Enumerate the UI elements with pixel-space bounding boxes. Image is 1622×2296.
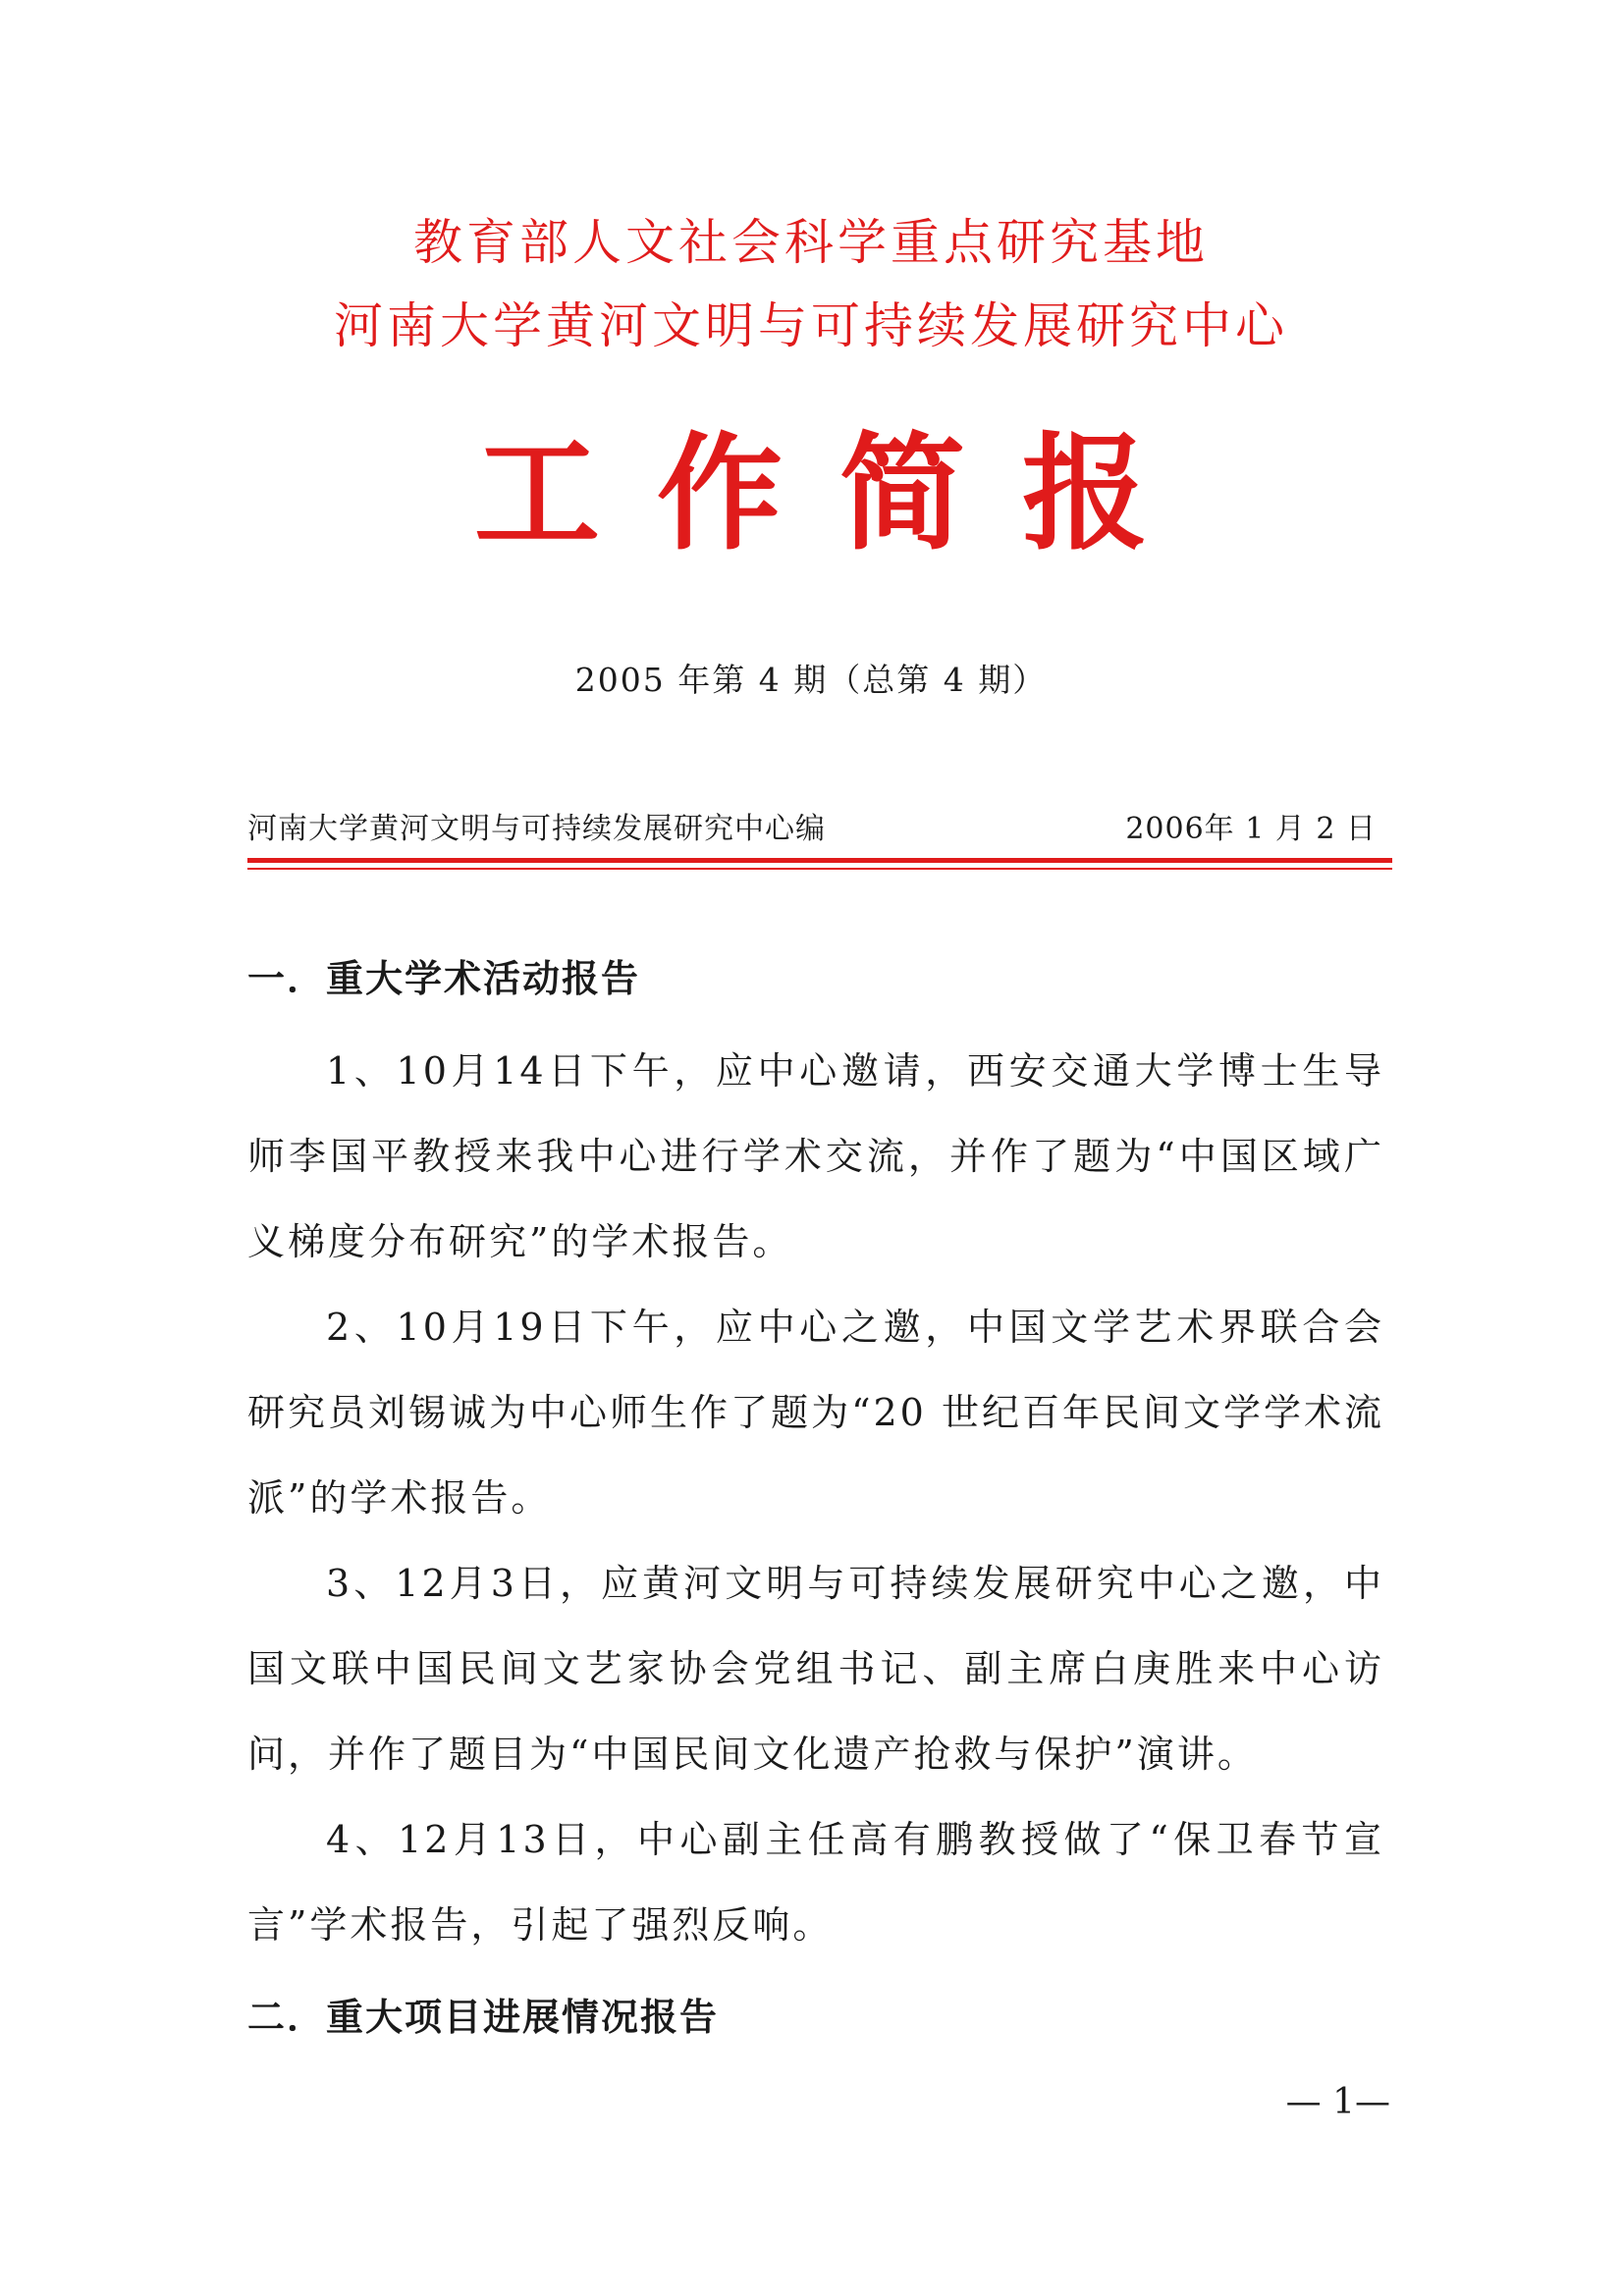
editor-line: 河南大学黄河文明与可持续发展研究中心编 <box>247 812 826 846</box>
activity-paragraph: 3、12月3日，应黄河文明与可持续发展研究中心之邀，中国文联中国民间文艺家协会党组书记、副主席白庚胜来中心访问，并作了题目为“中国民间文化遗产抢救与保护”演讲。 <box>247 1562 1384 1776</box>
publish-date: 2006年 1 月 2 日 <box>1125 812 1377 846</box>
activity-paragraph: 1、10月14日下午，应中心邀请，西安交通大学博士生导师李国平教授来我中心进行学术交流，并作了题为“中国区域广义梯度分布研究”的学术报告。 <box>247 1049 1384 1263</box>
institution-name: 教育部人文社会科学重点研究基地 <box>413 214 1209 271</box>
section-heading-project-progress: 二．重大项目进展情况报告 <box>247 1996 720 2039</box>
section-heading-academic-activities: 一．重大学术活动报告 <box>247 957 641 1000</box>
bulletin-title: 工作简报 <box>473 421 1205 567</box>
center-name: 河南大学黄河文明与可持续发展研究中心 <box>334 297 1288 354</box>
activity-paragraph: 2、10月19日下午，应中心之邀，中国文学艺术界联合会研究员刘锡诚为中心师生作了题为“20 世纪百年民间文学学术流派”的学术报告。 <box>247 1306 1384 1520</box>
activity-paragraph: 4、12月13日，中心副主任高有鹏教授做了“保卫春节宣言”学术报告，引起了强烈反响。 <box>247 1818 1384 1947</box>
issue-number: 2005 年第 4 期（总第 4 期） <box>574 661 1048 699</box>
page-number: — 1— <box>1285 2082 1390 2122</box>
header-divider-thin <box>247 868 1392 870</box>
header-divider-thick <box>247 858 1392 863</box>
